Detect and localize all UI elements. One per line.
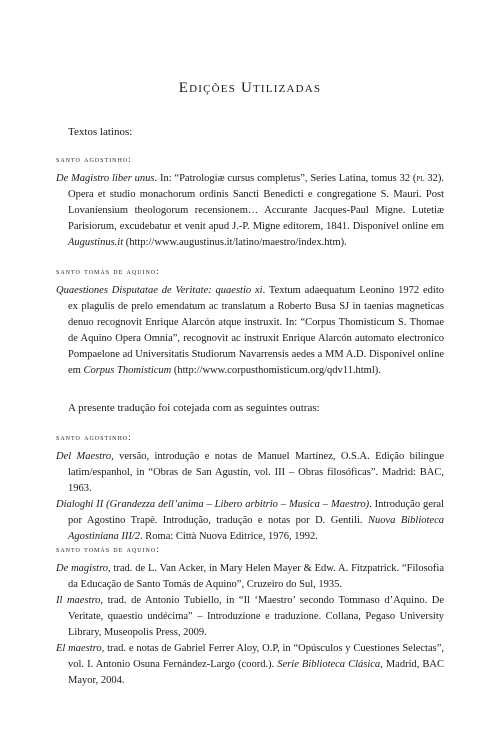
entry-text: De magistro <box>56 563 109 574</box>
entry-text: De Magistro liber unus <box>56 173 155 184</box>
bibliography-entry <box>56 561 444 593</box>
page-title: Edições Utilizadas <box>178 80 322 96</box>
intro-latin-texts: Textos latinos: <box>68 126 133 138</box>
entry-text: . Introdução geral por Agostino Trapè. Introdução, tradução e notas por D. Gentili. <box>68 499 444 526</box>
entry-text: , trad. e notas de Gabriel Ferrer Aloy, O.P, in “Opúsculos y Cuestiones Selectas”, vol. I. Antonio Osuna Fernández-Largo (coord.). <box>68 643 445 670</box>
bibliography-entry <box>56 641 444 689</box>
entry-text: , trad. de L. Van Acker, in Mary Helen Mayer & Edw. A. Fitzpatrick. “Filosofia da Educação de Santo Tomás de Aquino”, Cruzeiro do Sul, 1935. <box>68 563 444 590</box>
entry-text: pl <box>416 173 425 184</box>
entry-text: , trad. de Antonio Tubiello, in “Il ‘Maestro’ secondo Tommaso d’Aquino. De Veritate, quaestio undécima” – Introduzione e traduzione. Collana, Pegaso University Library, Museopolis Press, 2009. <box>68 595 445 638</box>
bibliography-entry <box>56 283 444 379</box>
section-translations-augustine <box>56 432 444 545</box>
entry-text: Nuova Biblioteca Agostiniana III/2 <box>68 515 444 542</box>
bibliography-entry <box>56 449 444 497</box>
entry-text: Augustinus.it <box>68 237 124 248</box>
entry-text: 32). Opera et studio monachorum ordinis Sancti Benedicti e congregatione S. Mauri. Post Lovaniensium theologorum recensionem… Accurante Jacques-Paul Migne. Lutetiæ Parisiorum, excudebatur et venit apud J.-P. Migne editorem, 1841. Disponível online em <box>68 173 445 232</box>
entry-text: , Madrid, BAC Mayor, 2004. <box>68 659 445 686</box>
entry-text: . In: “Patrologiæ cursus completus”, Series Latina, tomus 32 ( <box>154 173 417 184</box>
entry-text: Il maestro <box>56 595 101 606</box>
section-heading: santo agostinho: <box>56 432 132 442</box>
section-heading: santo agostinho: <box>56 154 132 164</box>
entry-text: , versão, introdução e notas de Manuel Martínez, O.S.A. Edição bilíngue latim/espanhol, in “Obras de San Agustín, vol. III – Obras filosóficas”. Madrid: BAC, 1963. <box>68 451 444 494</box>
entry-text: (http://www.augustinus.it/latino/maestro/index.htm). <box>123 237 347 248</box>
section-heading: santo tomás de aquino: <box>56 544 160 554</box>
entry-text: Del Maestro <box>56 451 112 462</box>
entry-text: Quaestiones Disputatae de Veritate: quaestio xi <box>56 285 263 296</box>
bibliography-entry <box>56 497 444 545</box>
section-latin-aquinas <box>56 266 444 379</box>
section-heading: santo tomás de aquino: <box>56 266 160 276</box>
entry-text: Corpus Thomisticum <box>83 365 172 376</box>
entry-list <box>56 283 444 379</box>
entry-text: . Textum adaequatum Leonino 1972 edito ex plagulis de prelo emendatum ac translatum a Roberto Busa SJ in taenias magneticas denuo recognovit Enrique Alarcón atque instruxit. In: “Corpus Thomisticum S. Thomae de Aquino Opera Omnia”, recognovit ac instruxit Enrique Alarcón automato electronico Pompaelone ad Universitatis Studiorum Navarrensis aedes a MM A.D. Disponível online em <box>68 285 445 376</box>
entry-list <box>56 171 444 251</box>
entry-text: Serie Biblioteca Clásica <box>277 659 381 670</box>
entry-text: . Roma: Città Nuova Editrice, 1976, 1992. <box>140 531 318 542</box>
entry-list <box>56 449 444 545</box>
entry-list <box>56 561 444 689</box>
section-latin-augustine <box>56 154 444 251</box>
bibliography-entry <box>56 593 444 641</box>
intro-translations: A presente tradução foi cotejada com as seguintes outras: <box>68 402 320 414</box>
section-translations-aquinas <box>56 544 444 689</box>
entry-text: Dialoghi II (Grandezza dell’anima – Libero arbitrio – Musica – Maestro) <box>56 499 370 510</box>
entry-text: El maestro <box>56 643 102 654</box>
entry-text: (http://www.corpusthomisticum.org/qdv11.html). <box>171 365 381 376</box>
bibliography-entry <box>56 171 444 251</box>
